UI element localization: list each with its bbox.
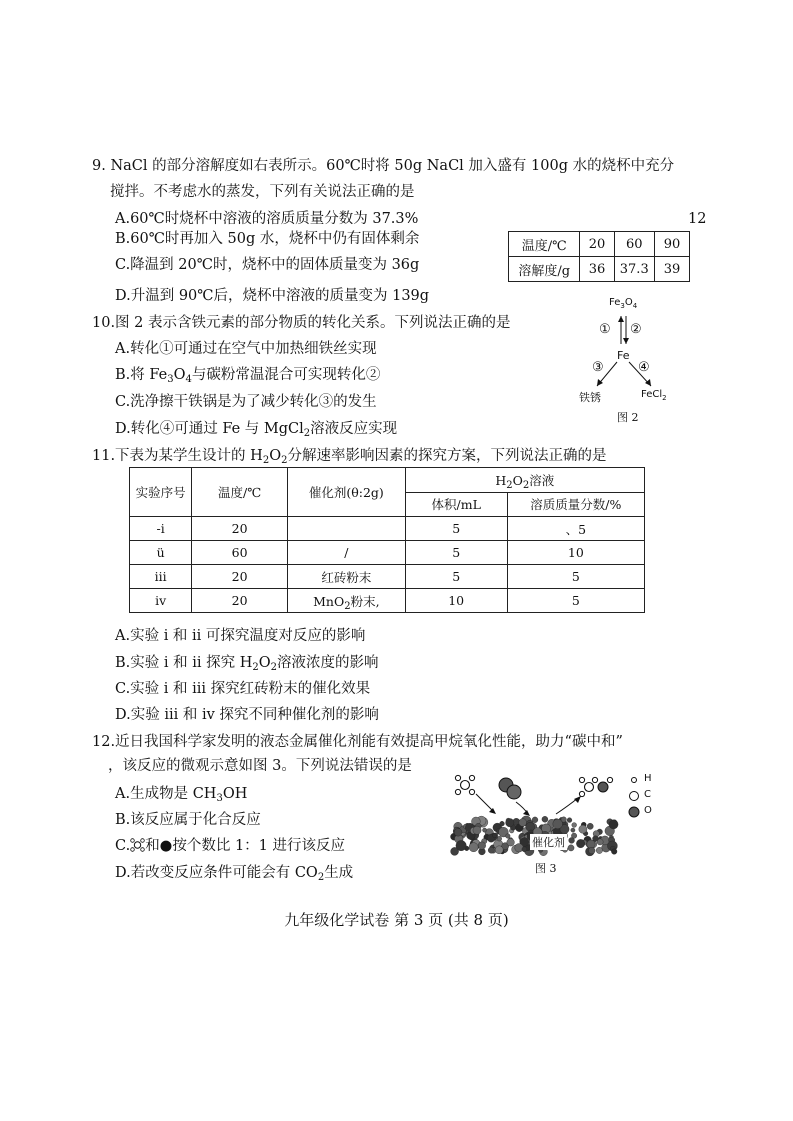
sol-temp-20: 20 bbox=[580, 232, 614, 257]
q9-option-b: B.60℃时再加入 50g 水，烧杯中仍有固体剩余 bbox=[115, 231, 420, 247]
exp-cell-fraction: 5 bbox=[507, 565, 644, 589]
sol-header-temp: 温度/℃ bbox=[509, 232, 580, 257]
sol-value-60: 37.3 bbox=[614, 257, 654, 282]
fig2-caption: 图 2 bbox=[617, 411, 639, 424]
q9-option-c: C.降温到 20℃时，烧杯中的固体质量变为 36g bbox=[115, 257, 420, 273]
legend-h-icon bbox=[632, 778, 637, 783]
margin-number: 12 bbox=[688, 211, 707, 227]
exp-cell-catalyst: 红砖粉末 bbox=[287, 565, 405, 589]
q10-stem: 10.图 2 表示含铁元素的部分物质的转化关系。下列说法正确的是 bbox=[92, 315, 511, 331]
exp-header-solution: $H_2O_2$溶液 bbox=[405, 468, 644, 493]
q10-option-d: D.转化④可通过 Fe 与 MgCl$_2$溶液反应实现 bbox=[115, 421, 398, 439]
exp-cell-catalyst: / bbox=[287, 541, 405, 565]
fig3-methanol-icon bbox=[579, 777, 612, 796]
exp-cell-volume: 5 bbox=[405, 565, 507, 589]
fig2-label-3: ③ bbox=[592, 360, 604, 375]
exp-cell-volume: 10 bbox=[405, 589, 507, 613]
exp-cell-fraction: 10 bbox=[507, 541, 644, 565]
q12-option-c: C. 和●按个数比 1：1 进行该反应 bbox=[115, 838, 346, 854]
exp-cell-volume: 5 bbox=[405, 517, 507, 541]
methane-molecule-icon bbox=[130, 838, 145, 852]
table-row bbox=[130, 589, 645, 613]
fig2-label-2: ② bbox=[630, 322, 642, 337]
legend-c-label: C bbox=[644, 789, 651, 800]
q9-stem-line1: 9. NaCl 的部分溶解度如右表所示。60℃时将 50g NaCl 加入盛有 100g 水的烧杯中充分 bbox=[92, 158, 675, 174]
exp-cell-volume: 5 bbox=[405, 541, 507, 565]
fig2-fe3o4: $Fe_3O_4$ bbox=[609, 297, 638, 310]
exp-cell-no: -i bbox=[130, 517, 192, 541]
solubility-table bbox=[508, 231, 690, 282]
table-row bbox=[130, 541, 645, 565]
fig2-fe: Fe bbox=[617, 349, 630, 362]
q10-option-c: C.洗净擦干铁锅是为了减少转化③的发生 bbox=[115, 394, 377, 410]
q12-option-a: A.生成物是 $CH_3OH$ bbox=[115, 786, 248, 804]
exp-cell-temp: 20 bbox=[192, 517, 288, 541]
legend-o-icon bbox=[629, 807, 639, 817]
exp-cell-no: iv bbox=[130, 589, 192, 613]
legend-o-label: O bbox=[644, 805, 652, 816]
q12-stem-line2: ，该反应的微观示意如图 3。下列说法错误的是 bbox=[108, 758, 412, 774]
table-row bbox=[130, 565, 645, 589]
exp-cell-no: iii bbox=[130, 565, 192, 589]
q12-stem-line1: 12.近日我国科学家发明的液态金属催化剂能有效提高甲烷氧化性能，助力“碳中和” bbox=[92, 734, 623, 750]
q10-option-b: B.将 $Fe_3O_4$与碳粉常温混合可实现转化② bbox=[115, 367, 381, 385]
q11-option-b: B.实验 i 和 ii 探究 $H_2O_2$溶液浓度的影响 bbox=[115, 655, 379, 673]
fig2-label-4: ④ bbox=[638, 360, 650, 375]
fig2-fecl2: FeCl$_2$ bbox=[641, 389, 667, 402]
q9-stem-line2: 搅拌。不考虑水的蒸发，下列有关说法正确的是 bbox=[110, 184, 415, 200]
exp-cell-catalyst: MnO$_2$粉末, bbox=[287, 589, 405, 613]
q11-option-d: D.实验 iii 和 iv 探究不同种催化剂的影响 bbox=[115, 707, 379, 723]
legend-c-icon bbox=[630, 792, 639, 801]
q11-option-a: A.实验 i 和 ii 可探究温度对反应的影响 bbox=[115, 628, 366, 644]
exp-header-volume: 体积/mL bbox=[405, 492, 507, 517]
exp-cell-fraction: 、5 bbox=[507, 517, 644, 541]
q11-option-c: C.实验 i 和 iii 探究红砖粉末的催化效果 bbox=[115, 681, 371, 697]
fig3-oxygen-icon bbox=[499, 778, 521, 799]
fig3-catalyst-label: 催化剂 bbox=[532, 836, 565, 849]
exp-cell-temp: 20 bbox=[192, 565, 288, 589]
exp-cell-catalyst bbox=[287, 517, 405, 541]
experiment-table bbox=[129, 467, 645, 613]
exp-cell-no: ü bbox=[130, 541, 192, 565]
exp-header-no: 实验序号 bbox=[130, 468, 192, 517]
sol-temp-90: 90 bbox=[654, 232, 689, 257]
q12-option-b: B.该反应属于化合反应 bbox=[115, 812, 261, 828]
sol-value-90: 39 bbox=[654, 257, 689, 282]
exp-cell-fraction: 5 bbox=[507, 589, 644, 613]
q11-stem: 11.下表为某学生设计的 $H_2O_2$分解速率影响因素的探究方案，下列说法正确的是 bbox=[92, 448, 607, 466]
exp-header-fraction: 溶质质量分数/% bbox=[507, 492, 644, 517]
fig3-caption: 图 3 bbox=[535, 862, 557, 875]
fig2-rust: 铁锈 bbox=[579, 391, 601, 404]
q10-option-a: A.转化①可通过在空气中加热细铁丝实现 bbox=[115, 341, 377, 357]
q9-option-a: A.60℃时烧杯中溶液的溶质质量分数为 37.3% bbox=[115, 211, 419, 227]
fig3-methane-icon bbox=[455, 775, 474, 794]
exp-header-temp: 温度/℃ bbox=[192, 468, 288, 517]
sol-header-solubility: 溶解度/g bbox=[509, 257, 580, 282]
page-footer: 九年级化学试卷 第 3 页 (共 8 页) bbox=[284, 911, 509, 929]
exp-cell-temp: 60 bbox=[192, 541, 288, 565]
sol-temp-60: 60 bbox=[614, 232, 654, 257]
q12-option-d: D.若改变反应条件可能会有 $CO_2$生成 bbox=[115, 865, 354, 883]
exp-header-catalyst: 催化剂(θ:2g) bbox=[287, 468, 405, 517]
exp-cell-temp: 20 bbox=[192, 589, 288, 613]
table-row bbox=[130, 517, 645, 541]
figure-2 bbox=[575, 292, 685, 432]
q9-option-d: D.升温到 90℃后，烧杯中溶液的质量变为 139g bbox=[115, 288, 430, 304]
sol-value-20: 36 bbox=[580, 257, 614, 282]
figure-3 bbox=[448, 772, 678, 882]
fig2-label-1: ① bbox=[599, 322, 611, 337]
legend-h-label: H bbox=[644, 773, 652, 784]
